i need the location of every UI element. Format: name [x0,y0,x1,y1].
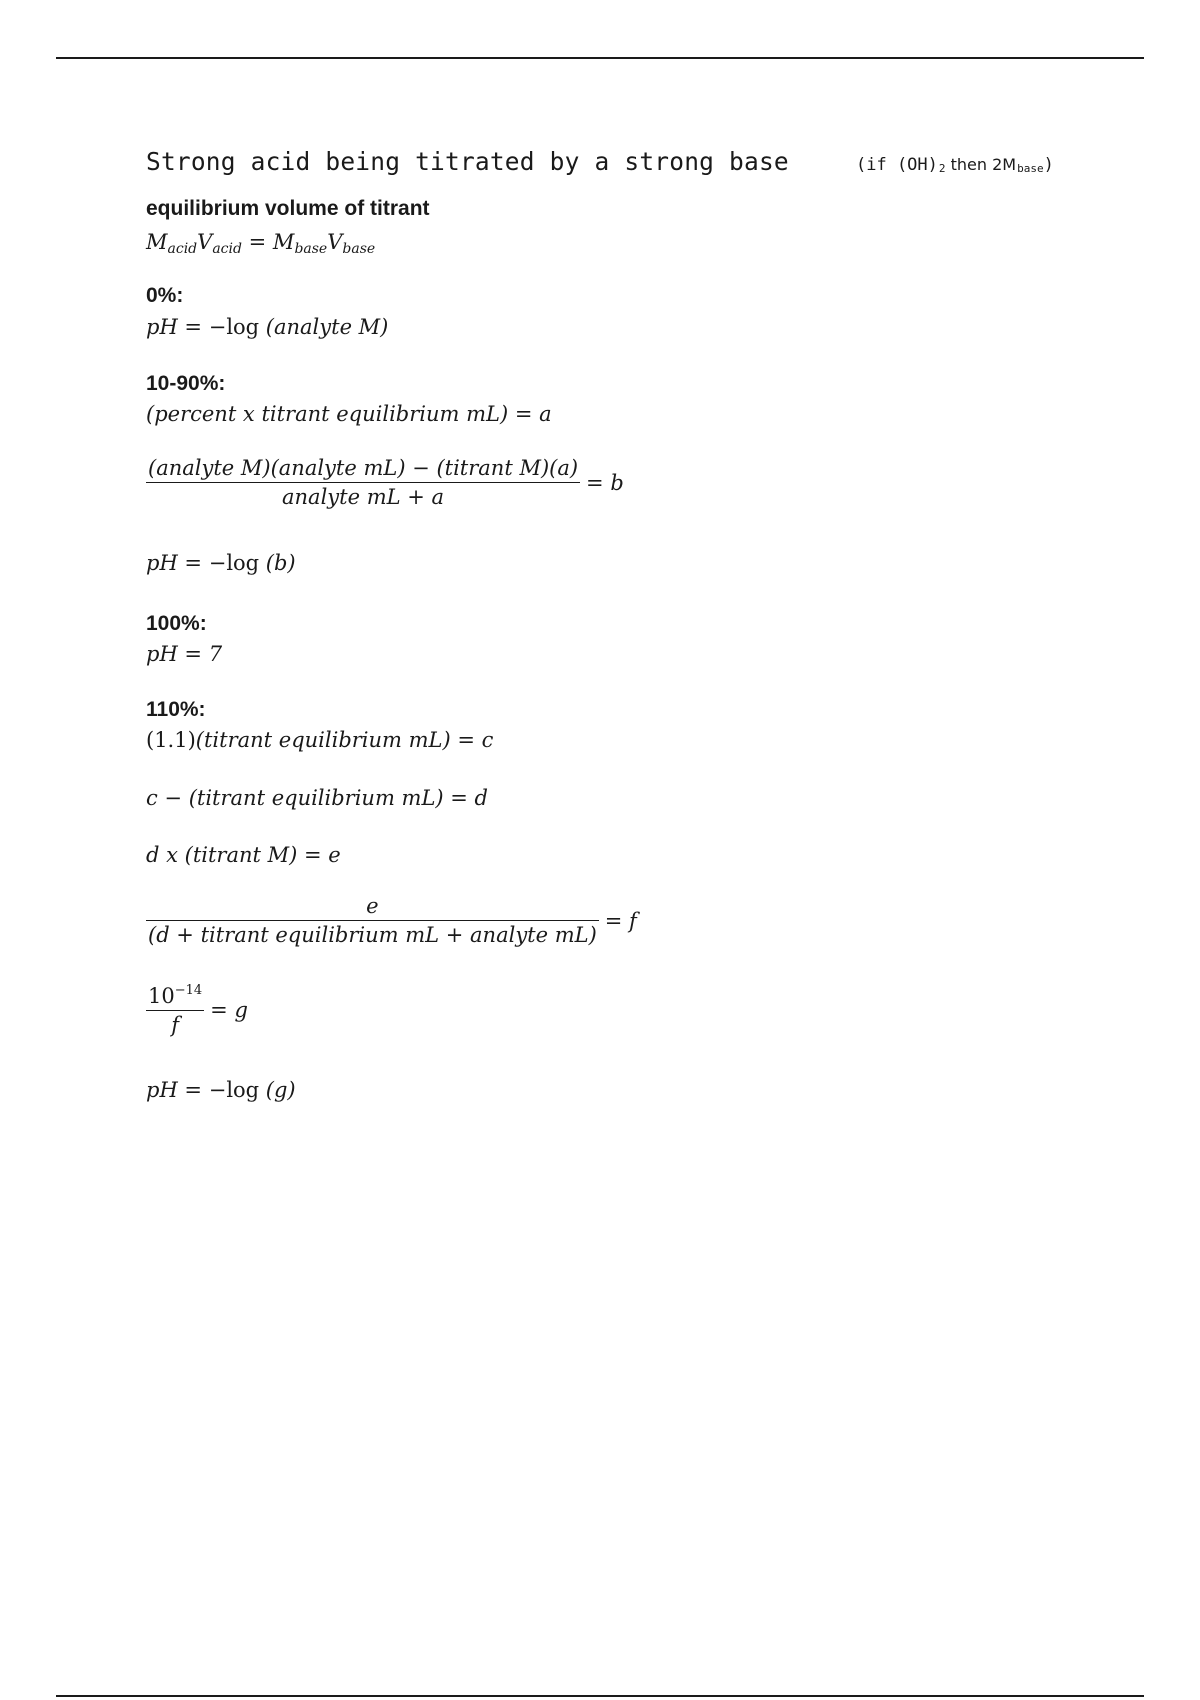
note-middle: then 2M [945,155,1017,174]
eq-rest: (analyte M) [259,315,389,339]
eq-factor: (1.1) [146,728,196,752]
title-note [856,155,1054,175]
fraction-numerator: (analyte M)(analyte mL) − (titrant M)(a) [148,456,579,480]
equation-mid-b-fraction [146,456,624,509]
eq-m-base-sub: base [294,241,328,257]
equation-over-g-fraction [146,983,248,1037]
eq-log: log [226,1078,260,1102]
fraction-denominator: f [171,1013,179,1037]
heading-over-percent: 110%: [146,698,206,721]
eq-log: log [226,315,260,339]
power-exponent: −14 [174,983,203,998]
eq-m-acid-sub: acid [167,241,198,257]
equation-over-e: d x (titrant M) = e [146,843,341,867]
note-base-subscript: base [1017,162,1044,175]
equation-zero-ph [146,315,388,339]
fraction-rhs: = b [586,470,624,495]
heading-mid-percent: 10-90%: [146,372,226,395]
eq-log: log [226,551,260,575]
note-prefix: (if (OH) [856,155,938,175]
equation-over-d: c − (titrant equilibrium mL) = d [146,786,488,810]
equation-mid-ph [146,551,296,575]
footer-rule [56,1695,1144,1697]
note-suffix: ) [1043,155,1054,175]
header-rule [56,57,1144,59]
fraction-numerator [146,983,204,1010]
eq-m-base: M [272,230,295,254]
eq-rest: (b) [259,551,296,575]
fraction-numerator: e [366,894,379,918]
fraction-rhs: = g [210,998,248,1022]
equation-hundred-ph: pH = 7 [146,642,223,666]
note-subscript: 2 [938,162,946,175]
fraction-denominator: analyte mL + a [282,485,445,509]
eq-v-base-sub: base [342,241,376,257]
heading-equilibrium: equilibrium volume of titrant [146,197,430,220]
equation-over-c [146,728,493,752]
eq-m-acid: M [146,230,168,254]
fraction [146,456,580,509]
eq-ph-lhs: pH = − [146,551,227,575]
equation-mid-a: (percent x titrant equilibrium mL) = a [146,402,552,426]
fraction [146,983,204,1037]
eq-v-acid: V [197,230,213,254]
heading-zero-percent: 0%: [146,284,184,307]
eq-v-base: V [327,230,343,254]
eq-ph-lhs: pH = − [146,315,227,339]
eq-rest: (titrant equilibrium mL) = c [195,728,494,752]
fraction-denominator: (d + titrant equilibrium mL + analyte mL) [148,923,597,947]
eq-rest: (g) [259,1078,296,1102]
fraction [146,894,599,947]
power-base: 10 [148,984,175,1008]
heading-hundred-percent: 100%: [146,612,207,635]
eq-v-acid-sub: acid [212,241,242,257]
page-title: Strong acid being titrated by a strong base [146,147,789,176]
equation-equilibrium [146,230,375,257]
fraction-rhs: = f [604,908,637,933]
eq-equals: = [241,230,273,254]
equation-over-f-fraction [146,894,637,947]
equation-over-ph [146,1078,296,1102]
eq-ph-lhs: pH = − [146,1078,227,1102]
